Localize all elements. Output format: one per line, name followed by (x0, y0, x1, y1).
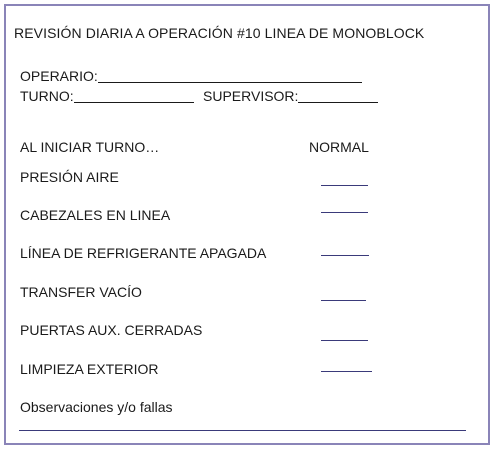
supervisor-row (203, 88, 378, 104)
check-field-refrigerante[interactable] (321, 255, 369, 256)
form-title: REVISIÓN DIARIA A OPERACIÓN #10 LINEA DE MONOBLOCK (14, 25, 425, 41)
item-limpieza: LIMPIEZA EXTERIOR (20, 361, 159, 377)
supervisor-label: SUPERVISOR: (203, 88, 299, 104)
item-puertas: PUERTAS AUX. CERRADAS (20, 322, 203, 338)
check-field-cabezales[interactable] (321, 212, 368, 213)
turno-field[interactable] (74, 88, 194, 103)
observations-label: Observaciones y/o fallas (20, 399, 173, 415)
item-presion-aire: PRESIÓN AIRE (20, 169, 119, 185)
observations-field[interactable] (19, 430, 466, 431)
check-field-puertas[interactable] (321, 340, 368, 341)
operario-field[interactable] (98, 68, 362, 83)
item-cabezales: CABEZALES EN LINEA (20, 207, 171, 223)
turno-row (20, 88, 194, 104)
normal-column-heading: NORMAL (309, 139, 369, 155)
operario-row (20, 68, 362, 84)
operario-label: OPERARIO: (20, 68, 98, 84)
check-field-transfer[interactable] (321, 300, 366, 301)
checklist-form (4, 4, 490, 445)
check-field-limpieza[interactable] (321, 371, 372, 372)
item-refrigerante: LÍNEA DE REFRIGERANTE APAGADA (20, 245, 267, 261)
check-field-presion-aire[interactable] (321, 185, 368, 186)
supervisor-field[interactable] (298, 88, 378, 103)
item-transfer: TRANSFER VACÍO (20, 284, 142, 300)
section-heading: AL INICIAR TURNO… (20, 139, 160, 155)
turno-label: TURNO: (20, 88, 74, 104)
